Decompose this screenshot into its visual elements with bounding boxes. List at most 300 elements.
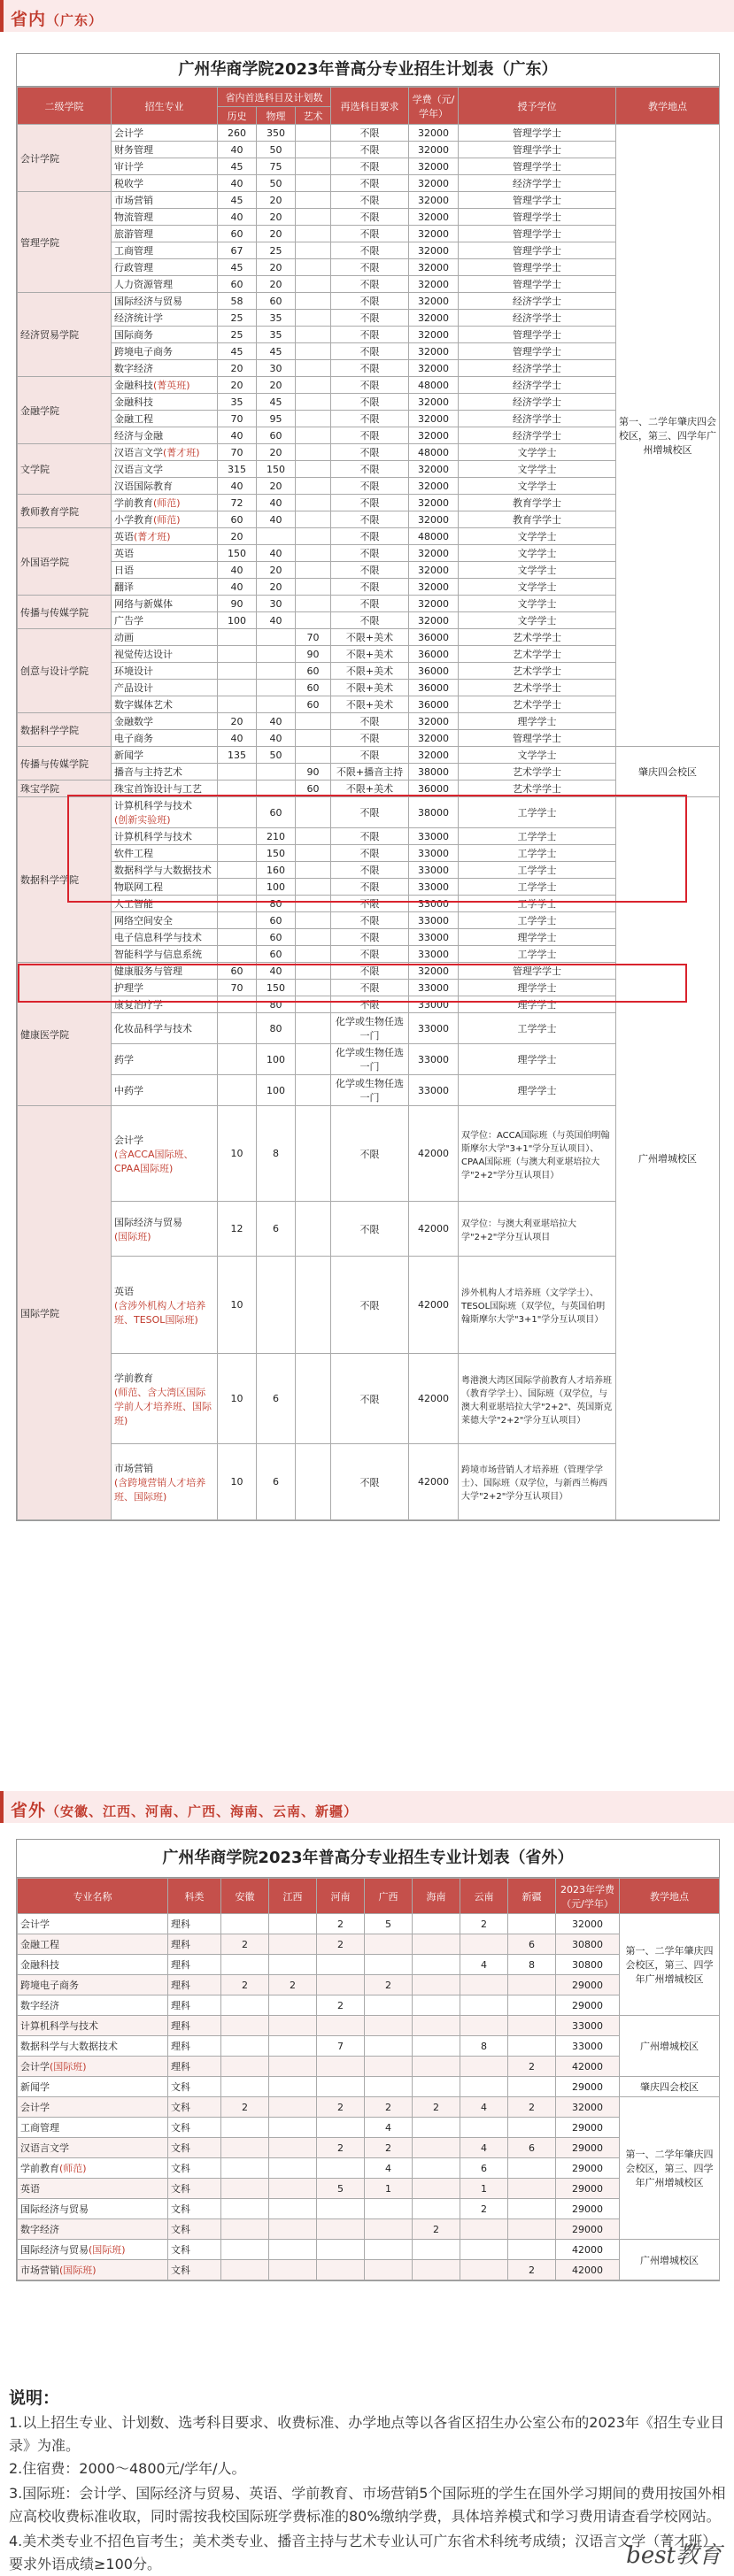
cell-major <box>112 646 218 663</box>
cell-degree: 艺术学学士 <box>459 663 616 680</box>
cell-category: 理科 <box>168 1975 221 1995</box>
cell-major <box>112 980 218 996</box>
cell-req: 不限 <box>331 1106 409 1202</box>
cell-physics: 20 <box>257 276 296 293</box>
major-name: 计算机科学与技术 <box>114 800 192 811</box>
th-major: 招生专业 <box>112 88 218 125</box>
cell-fee: 32000 <box>409 125 459 142</box>
cell-req: 不限 <box>331 242 409 259</box>
cell-count: 2 <box>221 2097 269 2118</box>
table-row <box>18 963 720 980</box>
major-name: 经济统计学 <box>114 312 163 324</box>
cell-campus: 第一、二学年肇庆四会校区，第三、四学年广州增城校区 <box>620 1914 720 2016</box>
cell-count <box>269 2260 317 2280</box>
cell-major <box>112 545 218 562</box>
cell-count: 2 <box>317 1914 365 1934</box>
cell-major <box>18 2260 168 2280</box>
table-row <box>18 1934 720 1955</box>
cell-major <box>112 175 218 192</box>
cell-history: 90 <box>218 596 257 612</box>
cell-art <box>296 427 331 444</box>
cell-history: 40 <box>218 142 257 158</box>
cell-req: 不限+播音主持 <box>331 764 409 780</box>
cell-degree: 管理学学士 <box>459 963 616 980</box>
section-header-outside <box>0 1791 734 1823</box>
cell-history: 25 <box>218 327 257 343</box>
cell-physics: 75 <box>257 158 296 175</box>
outside-plan-table <box>16 1839 720 2281</box>
table-row-intl <box>18 1444 720 1520</box>
cell-history: 67 <box>218 242 257 259</box>
major-name: 学前教育 <box>20 2163 59 2174</box>
cell-req: 化学或生物任选一门 <box>331 1013 409 1044</box>
cell-fee: 32000 <box>409 596 459 612</box>
cell-fee: 32000 <box>409 579 459 596</box>
note-3: 3.国际班：会计学、国际经济与贸易、英语、学前教育、市场营销5个国际班的学生在国外学习期间的费用按国外相应高校收费标准收取，同时需按我校国际班学费标准的80%缴纳学费，具体培养模式和学习费用请查看学校网站。 <box>9 2485 726 2525</box>
cell-major <box>112 511 218 528</box>
table-row <box>18 663 720 680</box>
table-row <box>18 946 720 963</box>
cell-count: 2 <box>508 2097 556 2118</box>
cell-major <box>112 929 218 946</box>
cell-physics: 40 <box>257 511 296 528</box>
table-row <box>18 1975 720 1995</box>
cell-art <box>296 444 331 461</box>
cell-art <box>296 226 331 242</box>
cell-campus: 广州增城校区 <box>620 2240 720 2280</box>
cell-physics: 45 <box>257 394 296 411</box>
cell-count <box>317 2118 365 2138</box>
cell-history: 40 <box>218 478 257 495</box>
cell-major <box>112 142 218 158</box>
table-row <box>18 528 720 545</box>
cell-fee: 32000 <box>409 276 459 293</box>
cell-art <box>296 360 331 377</box>
cell-physics: 60 <box>257 912 296 929</box>
cell-fee: 33000 <box>409 879 459 896</box>
cell-degree: 文学学士 <box>459 562 616 579</box>
cell-major <box>112 879 218 896</box>
table-row <box>18 2016 720 2036</box>
cell-fee: 29000 <box>556 2199 620 2219</box>
cell-req: 不限 <box>331 862 409 879</box>
cell-history <box>218 1075 257 1106</box>
table-row <box>18 125 720 142</box>
cell-college: 管理学院 <box>18 192 112 293</box>
cell-degree: 艺术学学士 <box>459 680 616 696</box>
cell-major <box>18 2057 168 2077</box>
table-row <box>18 1955 720 1975</box>
cell-art <box>296 142 331 158</box>
cell-count <box>460 2077 508 2097</box>
cell-major <box>18 2097 168 2118</box>
cell-art <box>296 125 331 142</box>
cell-count: 6 <box>508 1934 556 1955</box>
cell-physics: 45 <box>257 343 296 360</box>
cell-req: 不限 <box>331 929 409 946</box>
cell-history <box>218 1044 257 1075</box>
cell-physics: 20 <box>257 562 296 579</box>
cell-fee: 29000 <box>556 2158 620 2179</box>
cell-history <box>218 1013 257 1044</box>
cell-major <box>18 2118 168 2138</box>
th-col-4: 河南 <box>317 1879 365 1914</box>
cell-req: 不限 <box>331 845 409 862</box>
major-name: 小学教育 <box>114 514 153 526</box>
cell-art <box>296 713 331 730</box>
cell-major <box>18 2077 168 2097</box>
table-row <box>18 478 720 495</box>
cell-category: 理科 <box>168 1914 221 1934</box>
cell-count: 4 <box>365 2158 413 2179</box>
table-row <box>18 1995 720 2016</box>
cell-req: 不限 <box>331 158 409 175</box>
major-name: 会计学 <box>20 2061 50 2072</box>
cell-history: 40 <box>218 209 257 226</box>
major-name: 行政管理 <box>114 262 153 273</box>
cell-physics: 40 <box>257 545 296 562</box>
major-tag: (含涉外机构人才培养班、TESOL国际班) <box>114 1299 206 1326</box>
cell-physics: 100 <box>257 1044 296 1075</box>
cell-count <box>413 2016 460 2036</box>
table-row <box>18 310 720 327</box>
cell-count: 2 <box>365 2138 413 2158</box>
cell-fee: 32000 <box>409 545 459 562</box>
cell-fee: 29000 <box>556 2077 620 2097</box>
cell-physics: 6 <box>257 1444 296 1520</box>
cell-art <box>296 377 331 394</box>
cell-count <box>460 1934 508 1955</box>
table-row <box>18 980 720 996</box>
cell-degree: 工学学士 <box>459 1013 616 1044</box>
cell-fee: 36000 <box>409 696 459 713</box>
cell-history <box>218 797 257 828</box>
cell-degree: 跨境市场营销人才培养班（管理学学士）、国际班（双学位，与新西兰梅西大学"2+2"学分互认项目） <box>459 1444 616 1520</box>
cell-physics: 40 <box>257 612 296 629</box>
cell-count <box>413 1975 460 1995</box>
note-4: 4.美术类专业不招色盲考生；美术类专业、播音主持与艺术专业认可广东省术科统考成绩；汉语言文学（菁才班）要求外语成绩≥100分。 <box>9 2533 717 2572</box>
cell-history: 45 <box>218 343 257 360</box>
cell-degree: 粤港澳大湾区国际学前教育人才培养班（教育学学士）、国际班（双学位，与澳大利亚堪培拉大学"2+2"、英国斯克莱德大学"2+2"学分互认项目） <box>459 1354 616 1444</box>
cell-count: 2 <box>460 2199 508 2219</box>
cell-campus: 肇庆四会校区 <box>616 747 720 797</box>
cell-count <box>269 2240 317 2260</box>
cell-major <box>112 1044 218 1075</box>
cell-major <box>112 946 218 963</box>
cell-college: 金融学院 <box>18 377 112 444</box>
table-row <box>18 276 720 293</box>
cell-degree: 管理学学士 <box>459 343 616 360</box>
cell-major <box>112 259 218 276</box>
major-tag: (菁才班) <box>163 447 200 458</box>
cell-major <box>112 896 218 912</box>
cell-degree: 文学学士 <box>459 612 616 629</box>
note-2: 2.住宿费：2000～4800元/学年/人。 <box>9 2460 246 2477</box>
cell-count <box>221 2219 269 2240</box>
major-name: 汉语言文学 <box>114 447 163 458</box>
cell-fee: 48000 <box>409 377 459 394</box>
cell-history <box>218 828 257 845</box>
major-name: 会计学 <box>20 2102 50 2113</box>
major-name: 数据科学与大数据技术 <box>20 2041 118 2052</box>
cell-fee: 32000 <box>409 730 459 747</box>
cell-degree: 经济学学士 <box>459 360 616 377</box>
cell-physics: 100 <box>257 879 296 896</box>
cell-category: 理科 <box>168 1955 221 1975</box>
cell-campus: 第一、二学年肇庆四会校区，第三、四学年广州增城校区 <box>616 125 720 747</box>
cell-major <box>112 327 218 343</box>
major-name: 金融科技 <box>20 1959 59 1971</box>
cell-count <box>413 2199 460 2219</box>
cell-major <box>112 1106 218 1202</box>
cell-count <box>269 2138 317 2158</box>
major-name: 跨境电子商务 <box>20 1980 79 1991</box>
major-name: 新闻学 <box>114 750 143 761</box>
table-title: 广州华商学院2023年普高分专业招生计划表（广东） <box>17 54 719 87</box>
cell-art <box>296 730 331 747</box>
cell-major <box>112 461 218 478</box>
cell-major <box>112 1075 218 1106</box>
cell-physics <box>257 780 296 797</box>
table-row <box>18 2179 720 2199</box>
cell-major <box>112 495 218 511</box>
cell-degree: 管理学学士 <box>459 276 616 293</box>
cell-physics: 25 <box>257 242 296 259</box>
th-col-2: 安徽 <box>221 1879 269 1914</box>
cell-fee: 32000 <box>409 327 459 343</box>
cell-count <box>221 2158 269 2179</box>
cell-fee: 33000 <box>409 980 459 996</box>
cell-physics <box>257 764 296 780</box>
cell-count <box>365 2199 413 2219</box>
cell-degree: 管理学学士 <box>459 209 616 226</box>
cell-count <box>269 2118 317 2138</box>
cell-major <box>112 478 218 495</box>
cell-degree: 艺术学学士 <box>459 629 616 646</box>
table-row <box>18 845 720 862</box>
cell-fee: 29000 <box>556 2219 620 2240</box>
table-row <box>18 2077 720 2097</box>
cell-degree: 工学学士 <box>459 828 616 845</box>
cell-art <box>296 896 331 912</box>
cell-physics: 20 <box>257 259 296 276</box>
cell-campus: 广州增城校区 <box>620 2016 720 2077</box>
cell-degree: 经济学学士 <box>459 394 616 411</box>
cell-college: 传播与传媒学院 <box>18 596 112 629</box>
cell-major <box>112 360 218 377</box>
cell-degree: 文学学士 <box>459 444 616 461</box>
table-row <box>18 596 720 612</box>
cell-physics: 60 <box>257 797 296 828</box>
cell-degree: 工学学士 <box>459 845 616 862</box>
cell-physics <box>257 696 296 713</box>
cell-req: 不限 <box>331 879 409 896</box>
cell-fee: 42000 <box>556 2240 620 2260</box>
table-row <box>18 764 720 780</box>
cell-art: 60 <box>296 780 331 797</box>
major-tag: (师范) <box>153 514 181 526</box>
table-row <box>18 996 720 1013</box>
cell-count: 5 <box>317 2179 365 2199</box>
cell-fee: 32000 <box>409 511 459 528</box>
table-row <box>18 780 720 797</box>
cell-history: 40 <box>218 175 257 192</box>
cell-count: 4 <box>460 2138 508 2158</box>
cell-req: 不限 <box>331 1444 409 1520</box>
cell-art <box>296 1444 331 1520</box>
cell-count: 2 <box>317 2097 365 2118</box>
cell-history: 45 <box>218 158 257 175</box>
major-name: 财务管理 <box>114 144 153 156</box>
cell-history <box>218 646 257 663</box>
cell-count <box>269 2199 317 2219</box>
cell-major <box>112 730 218 747</box>
table-row <box>18 545 720 562</box>
major-tag: (创新实验班) <box>114 814 171 826</box>
cell-count <box>508 1975 556 1995</box>
cell-count <box>508 1914 556 1934</box>
cell-major <box>112 696 218 713</box>
cell-category: 文科 <box>168 2118 221 2138</box>
cell-art <box>296 946 331 963</box>
major-name: 珠宝首饰设计与工艺 <box>114 783 202 795</box>
cell-count <box>413 2077 460 2097</box>
cell-physics: 350 <box>257 125 296 142</box>
cell-fee: 32000 <box>409 310 459 327</box>
cell-physics: 6 <box>257 1354 296 1444</box>
cell-history <box>218 845 257 862</box>
cell-college: 会计学院 <box>18 125 112 192</box>
cell-count <box>508 2199 556 2219</box>
cell-req: 不限 <box>331 461 409 478</box>
cell-count <box>221 2036 269 2057</box>
table-row <box>18 2158 720 2179</box>
cell-major <box>112 1202 218 1257</box>
cell-major <box>18 1995 168 2016</box>
cell-art <box>296 343 331 360</box>
major-name: 会计学 <box>114 1134 143 1146</box>
table-row <box>18 713 720 730</box>
cell-history <box>218 629 257 646</box>
cell-degree: 经济学学士 <box>459 310 616 327</box>
cell-count <box>365 2219 413 2240</box>
major-name: 数字经济 <box>20 2224 59 2235</box>
cell-history: 40 <box>218 579 257 596</box>
cell-fee: 42000 <box>409 1106 459 1202</box>
cell-fee: 32000 <box>409 562 459 579</box>
major-name: 健康服务与管理 <box>114 965 182 977</box>
table-row <box>18 495 720 511</box>
cell-fee: 29000 <box>556 2179 620 2199</box>
cell-college: 经济贸易学院 <box>18 293 112 377</box>
cell-art: 60 <box>296 663 331 680</box>
th-degree: 授予学位 <box>459 88 616 125</box>
section-subtitle: （安徽、江西、河南、广西、海南、云南、新疆） <box>46 1803 359 1819</box>
cell-count <box>317 2199 365 2219</box>
major-tag: (菁英班) <box>153 380 190 391</box>
table-row-intl <box>18 1106 720 1202</box>
cell-major <box>112 912 218 929</box>
cell-req: 不限 <box>331 996 409 1013</box>
cell-count <box>269 1934 317 1955</box>
cell-major <box>112 562 218 579</box>
major-name: 物联网工程 <box>114 881 163 893</box>
cell-degree: 经济学学士 <box>459 175 616 192</box>
cell-history <box>218 680 257 696</box>
major-name: 广告学 <box>114 615 143 627</box>
cell-fee: 29000 <box>556 2118 620 2138</box>
cell-count <box>508 2240 556 2260</box>
major-name: 英语 <box>114 531 134 542</box>
cell-college: 数据科学学院 <box>18 713 112 747</box>
major-name: 汉语言文学 <box>114 464 163 475</box>
cell-fee: 36000 <box>409 629 459 646</box>
table-row <box>18 2219 720 2240</box>
cell-major <box>18 2240 168 2260</box>
cell-count <box>221 2057 269 2077</box>
table-row <box>18 680 720 696</box>
cell-count <box>221 2240 269 2260</box>
cell-count <box>221 2138 269 2158</box>
major-name: 人工智能 <box>114 898 153 910</box>
th-col-9: 2023年学费（元/学年） <box>556 1879 620 1914</box>
cell-count: 2 <box>221 1934 269 1955</box>
table-row <box>18 2097 720 2118</box>
cell-fee: 32000 <box>556 1914 620 1934</box>
cell-fee: 33000 <box>409 946 459 963</box>
major-name: 电子商务 <box>114 733 153 744</box>
cell-count: 4 <box>365 2118 413 2138</box>
cell-count: 2 <box>413 2097 460 2118</box>
cell-major <box>112 226 218 242</box>
cell-degree: 理学学士 <box>459 1044 616 1075</box>
cell-count <box>508 2158 556 2179</box>
th-col-0: 专业名称 <box>18 1879 168 1914</box>
cell-req: 不限 <box>331 747 409 764</box>
cell-count <box>508 2179 556 2199</box>
cell-degree: 管理学学士 <box>459 327 616 343</box>
cell-count: 2 <box>317 1934 365 1955</box>
table-row <box>18 879 720 896</box>
major-name: 视觉传达设计 <box>114 649 173 660</box>
cell-count <box>413 2138 460 2158</box>
cell-category: 文科 <box>168 2097 221 2118</box>
cell-physics: 60 <box>257 293 296 310</box>
cell-count <box>365 2240 413 2260</box>
table-row-intl <box>18 1257 720 1354</box>
cell-degree: 工学学士 <box>459 797 616 828</box>
cell-count <box>365 1995 413 2016</box>
cell-req: 不限 <box>331 1202 409 1257</box>
major-name: 金融科技 <box>114 396 153 408</box>
cell-fee: 32000 <box>409 427 459 444</box>
cell-major <box>112 343 218 360</box>
cell-major <box>18 2179 168 2199</box>
cell-count <box>317 2057 365 2077</box>
cell-degree: 经济学学士 <box>459 427 616 444</box>
cell-fee: 38000 <box>409 797 459 828</box>
cell-physics: 40 <box>257 730 296 747</box>
major-name: 药学 <box>114 1054 134 1065</box>
cell-degree: 工学学士 <box>459 946 616 963</box>
cell-history: 40 <box>218 562 257 579</box>
cell-major <box>112 1257 218 1354</box>
cell-fee: 33000 <box>409 1044 459 1075</box>
cell-count <box>269 2036 317 2057</box>
table-row <box>18 2036 720 2057</box>
cell-major <box>112 764 218 780</box>
cell-history: 150 <box>218 545 257 562</box>
